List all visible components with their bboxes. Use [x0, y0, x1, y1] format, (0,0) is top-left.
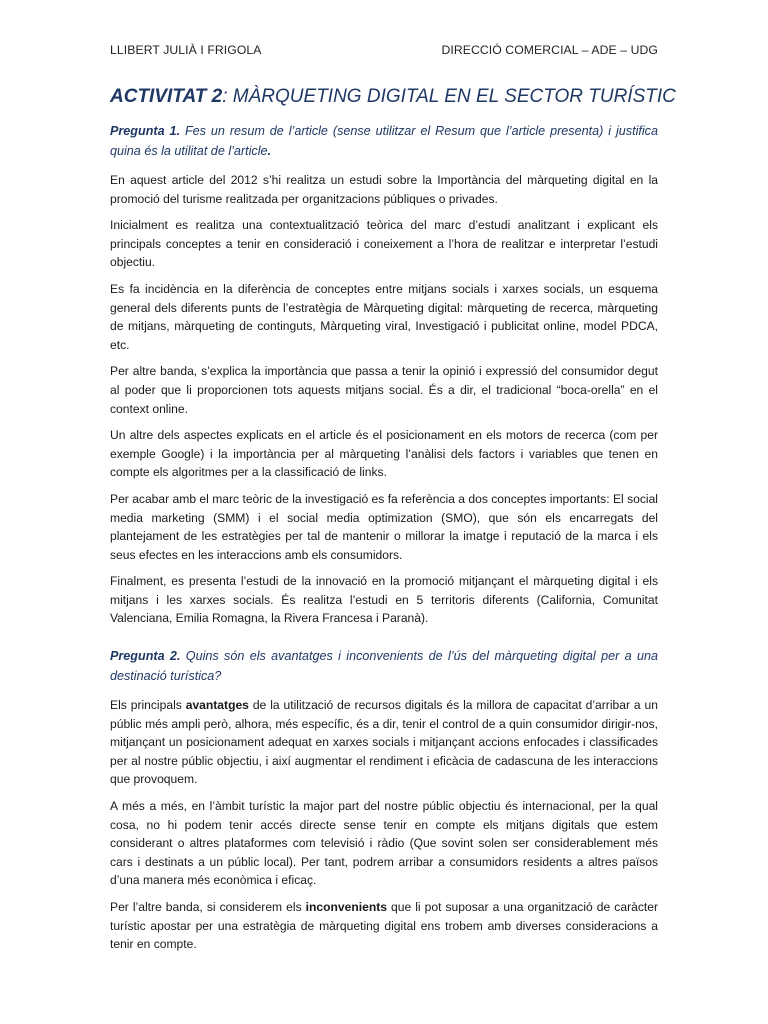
activity-title-rest: : MÀRQUETING DIGITAL EN EL SECTOR TURÍSTIC — [222, 86, 676, 107]
answer-2-paragraph-3 — [110, 898, 658, 954]
activity-title-bold: ACTIVITAT 2 — [110, 86, 223, 107]
question-2 — [110, 646, 658, 686]
question-1 — [110, 121, 658, 161]
answer-1-paragraph-3: Es fa incidència en la diferència de conceptes entre mitjans socials i xarxes socials, un esquema general dels diferents punts de l’estratègia de Màrqueting digital: màrqueting de recerca, màrqueting de mitjans, màrqueting de continguts, Màrqueting viral, Investigació i publicitat online, model PDCA, etc. — [110, 281, 658, 352]
answer-2-p3-pre: Per l’altre banda, si considerem els — [110, 900, 306, 914]
answer-2-p1-pre: Els principals — [110, 698, 186, 713]
disadvantages-keyword: inconvenients — [305, 900, 387, 914]
answer-2-p3-post: que li pot suposar a una organització de caràcter turístic apostar per una estratègia de màrqueting digital ens trobem amb diverses consideracions a tenir en compte. — [110, 900, 658, 952]
question-1-end: . — [267, 144, 272, 158]
answer-1-paragraph-7: Finalment, es presenta l’estudi de la innovació en la promoció mitjançant el màrqueting digital i els mitjans i les xarxes socials. És realitza l’estudi en 5 territoris diferents (California, Comunitat Valenciana, Emilia Romagna, la Rivera Francesa i Paranà). — [110, 574, 658, 626]
question-2-label: Pregunta 2. — [110, 649, 181, 664]
question-1-text: Fes un resum de l’article (sense utilitzar el Resum que l’article presenta) i justifica quina és la utilitat de l’article — [110, 124, 658, 158]
header-course: DIRECCIÓ COMERCIAL – ADE – UDG — [441, 43, 658, 57]
answer-1-paragraph-1: En aquest article del 2012 s’hi realitza un estudi sobre la Importància del màrqueting digital en la promoció del turisme realitzada per organitzacions públiques o privades. — [110, 173, 658, 206]
activity-title — [110, 86, 676, 108]
page-header — [110, 43, 658, 57]
question-2-text: Quins són els avantatges i inconvenients de l’ús del màrqueting digital per a una destinació turística? — [110, 649, 658, 684]
advantages-keyword: avantatges — [185, 698, 249, 713]
answer-1-paragraph-2: Inicialment es realitza una contextualització teòrica del marc d’estudi analitzant i explicant els principals conceptes a tenir en consideració i coneixement a l’hora de realitzar e interpretar l’estudi objectiu. — [110, 218, 658, 270]
question-1-label: Pregunta 1. — [110, 124, 181, 138]
answer-2-p1-post: de la utilització de recursos digitals és la millora de capacitat d’arribar a un públic més ampli però, alhora, més específic, és a dir, tenir el control de a quin consumidor dirigir-nos, mitjançant un posicionament adequat en xarxes socials i mitjançant accions enfocades i classificades per al nostre públic objectiu, i així augmentar el rendiment i eficàcia de cadascuna de les interaccions que provoquem. — [110, 698, 658, 787]
answer-2-paragraph-1 — [110, 696, 658, 789]
document-body — [110, 121, 658, 954]
header-author: LLIBERT JULIÀ I FRIGOLA — [110, 43, 262, 57]
answer-1-paragraph-5: Un altre dels aspectes explicats en el article és el posicionament en els motors de recerca (com per exemple Google) i la importància per al màrqueting l’anàlisi dels factors i variables que tenen en compte els algoritmes per a la classificació de links. — [110, 428, 658, 480]
answer-1-paragraph-4: Per altre banda, s’explica la importància que passa a tenir la opinió i expressió del consumidor degut al poder que li proporcionen tots aquests mitjans social. És a dir, el tradicional “boca-orella” en el context online. — [110, 364, 658, 416]
answer-2-paragraph-2: A més a més, en l’àmbit turístic la major part del nostre públic objectiu és internacional, per la qual cosa, no hi podem tenir accés directe sense tenir en compte els mitjans digitals que estem considerant o altres plataformes com televisió i ràdio (Que sovint solen ser considerablement més cars i destinats a un públic local). Per tant, podrem arribar a consumidors residents a altres països d’una manera més econòmica i eficaç. — [110, 799, 658, 888]
answer-1-paragraph-6: Per acabar amb el marc teòric de la investigació es fa referència a dos conceptes importants: El social media marketing (SMM) i el social media optimization (SMO), que són els encarregats del plantejament de les estratègies per tal de mantenir o millorar la imatge i reputació de la marca i els seus efectes en les interaccions amb els consumidors. — [110, 491, 658, 562]
